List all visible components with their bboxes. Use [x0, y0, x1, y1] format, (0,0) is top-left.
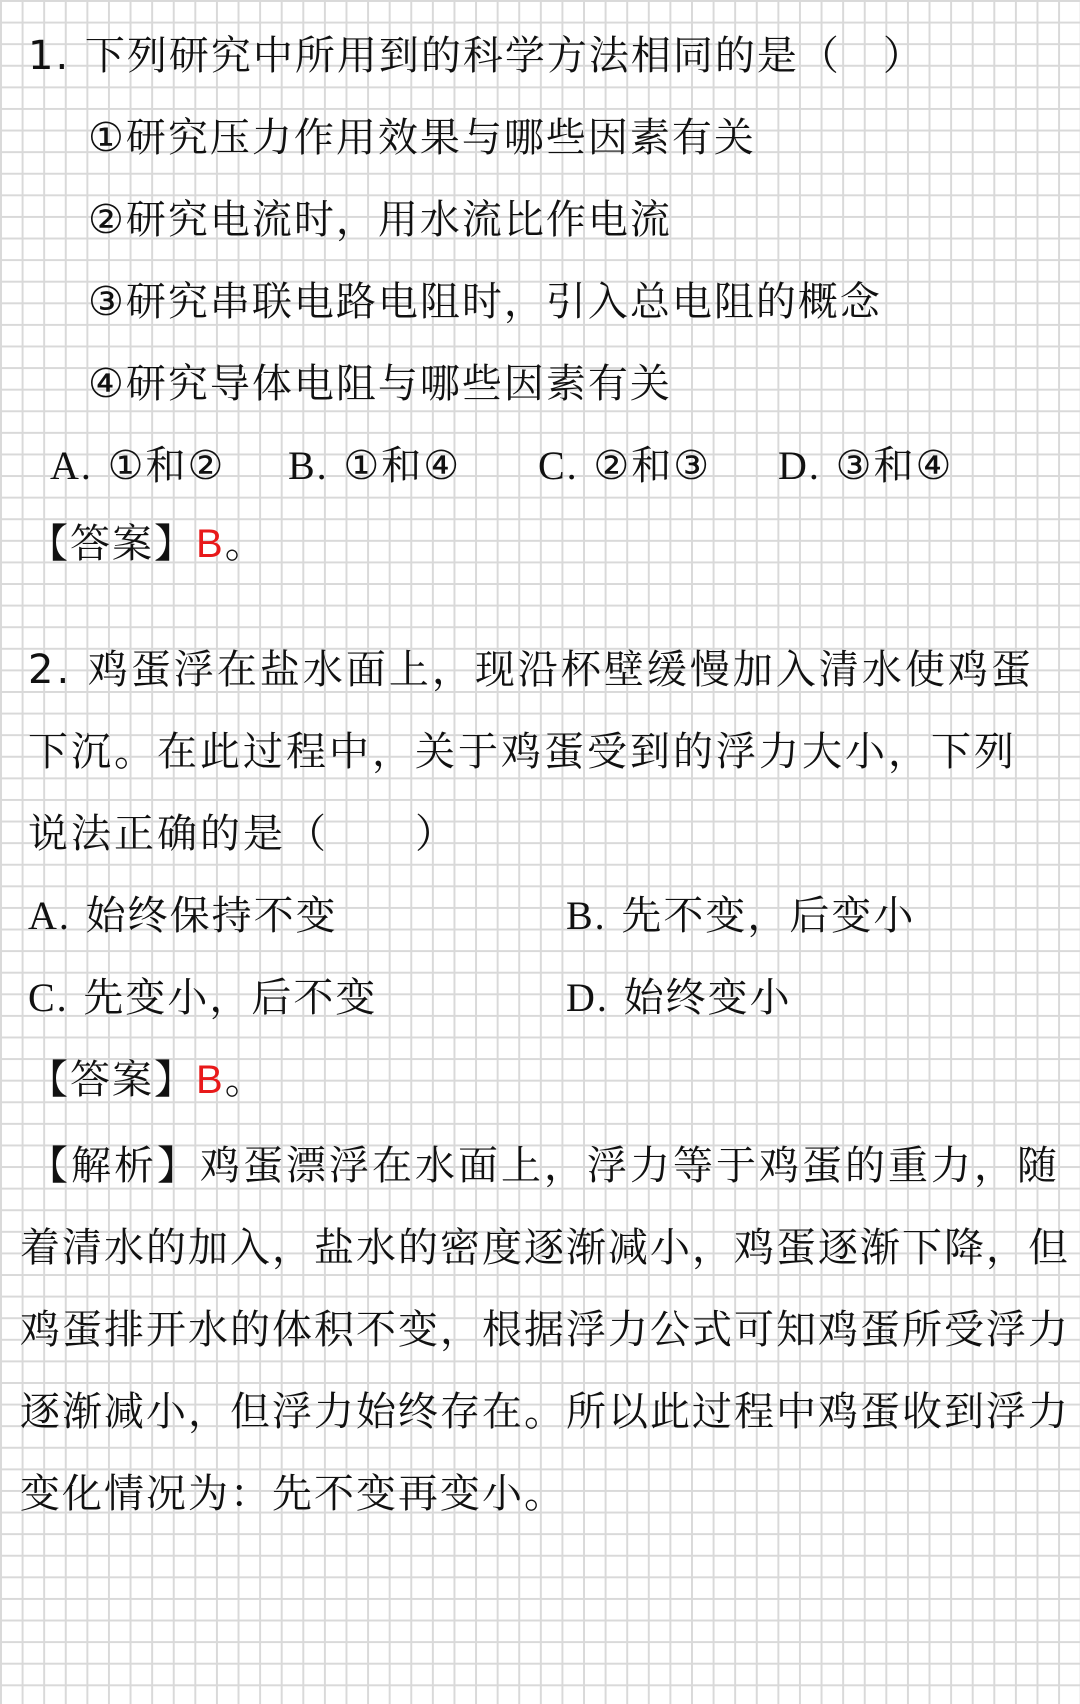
- q1-answer-end: 。: [224, 521, 267, 567]
- q2-analysis-line-4: 逐渐减小，但浮力始终存在。所以此过程中鸡蛋收到浮力: [20, 1389, 1070, 1435]
- q2-option-a: [28, 890, 338, 942]
- q1-option-b-letter: B.: [288, 443, 329, 488]
- q1-option-b-text: ①和④: [343, 443, 462, 489]
- q1-item-4: ④研究导体电阻与哪些因素有关: [88, 361, 672, 407]
- q1-option-c-text: ②和③: [593, 443, 712, 489]
- q2-option-b-letter: B.: [566, 893, 607, 938]
- q2-answer-label: 【答案】: [28, 1057, 196, 1103]
- q2-option-d-letter: D.: [566, 975, 609, 1020]
- q2-option-a-text: 始终保持不变: [85, 893, 338, 939]
- q2-option-b-text: 先不变，后变小: [621, 893, 916, 939]
- q1-option-d-text: ③和④: [835, 443, 954, 489]
- q1-option-a-text: ①和②: [107, 443, 226, 489]
- q2-answer: [28, 1054, 267, 1106]
- q2-analysis-line-1: 【解析】鸡蛋漂浮在水面上，浮力等于鸡蛋的重力，随: [28, 1143, 1060, 1189]
- q1-answer: [28, 518, 267, 570]
- q2-option-d-text: 始终变小: [623, 975, 792, 1021]
- q2-stem-line-3: 说法正确的是（ ）: [28, 811, 458, 857]
- q2-answer-end: 。: [224, 1057, 267, 1103]
- q2-option-c: [28, 972, 377, 1024]
- q2-option-b: [566, 890, 915, 942]
- q1-option-c-letter: C.: [538, 443, 579, 488]
- q1-stem: 1. 下列研究中所用到的科学方法相同的是（ ）: [28, 33, 925, 79]
- q1-answer-label: 【答案】: [28, 521, 196, 567]
- q2-stem-line-2: 下沉。在此过程中，关于鸡蛋受到的浮力大小，下列: [28, 729, 1017, 775]
- q2-option-d: [566, 972, 792, 1024]
- q2-option-c-letter: C.: [28, 975, 69, 1020]
- q2-answer-value: B: [196, 1058, 225, 1102]
- q2-stem-line-1: 2. 鸡蛋浮在盐水面上，现沿杯壁缓慢加入清水使鸡蛋: [28, 647, 1034, 693]
- q1-answer-value: B: [196, 522, 225, 566]
- q2-analysis-line-3: 鸡蛋排开水的体积不变，根据浮力公式可知鸡蛋所受浮力: [20, 1307, 1070, 1353]
- q2-option-a-letter: A.: [28, 893, 71, 938]
- q1-option-d: [778, 440, 953, 492]
- q1-option-a: [50, 440, 225, 492]
- q1-option-b: [288, 440, 461, 492]
- q1-option-a-letter: A.: [50, 443, 93, 488]
- q1-item-1: ①研究压力作用效果与哪些因素有关: [88, 115, 756, 161]
- q2-analysis-line-2: 着清水的加入，盐水的密度逐渐减小，鸡蛋逐渐下降，但: [20, 1225, 1070, 1271]
- q1-item-2: ②研究电流时，用水流比作电流: [88, 197, 672, 243]
- q1-option-d-letter: D.: [778, 443, 821, 488]
- q1-item-3: ③研究串联电路电阻时，引入总电阻的概念: [88, 279, 882, 325]
- q2-option-c-text: 先变小，后不变: [83, 975, 378, 1021]
- q2-analysis-line-5: 变化情况为：先不变再变小。: [20, 1471, 566, 1517]
- q1-option-c: [538, 440, 711, 492]
